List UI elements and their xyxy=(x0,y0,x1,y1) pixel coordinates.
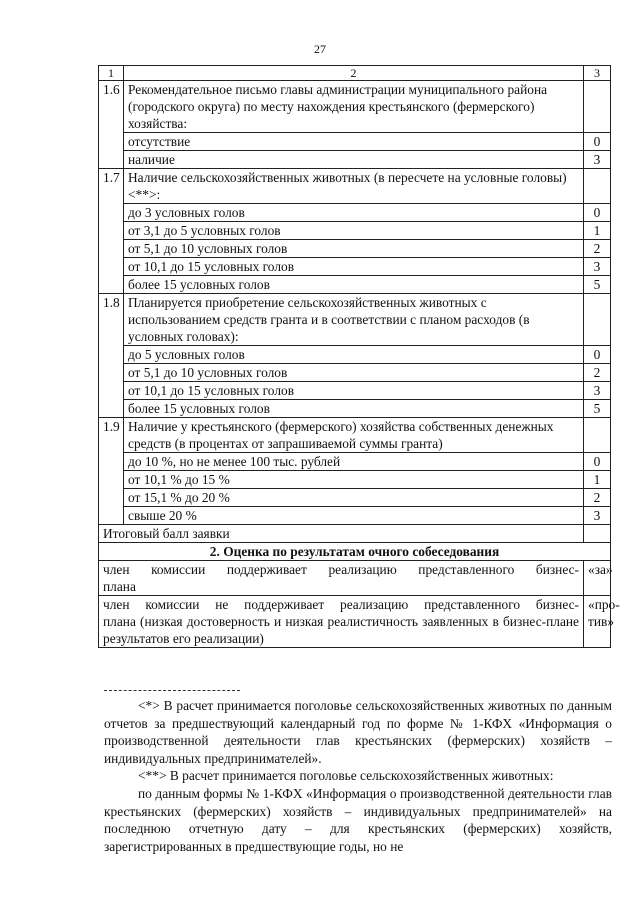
option-score: 1 xyxy=(584,471,611,489)
criterion-number: 1.6 xyxy=(99,81,124,169)
criterion-number: 1.7 xyxy=(99,169,124,294)
option-row xyxy=(99,364,611,382)
option-score: 3 xyxy=(584,382,611,400)
criterion-score-empty xyxy=(584,294,611,346)
option-row xyxy=(99,489,611,507)
option-row xyxy=(99,507,611,525)
option-row xyxy=(99,258,611,276)
footnotes xyxy=(104,697,612,855)
option-row xyxy=(99,346,611,364)
option-row xyxy=(99,471,611,489)
option-label: свыше 20 % xyxy=(124,507,584,525)
criterion-title: Наличие сельскохозяйственных животных (в пересчете на условные головы) <**>: xyxy=(124,169,584,204)
option-score: 3 xyxy=(584,151,611,169)
option-score: 0 xyxy=(584,453,611,471)
assessment-text-line1: член комиссии не поддерживает реализацию представленного бизнес- xyxy=(103,597,579,612)
header-col-3: 3 xyxy=(584,66,611,81)
footnote-1: <*> В расчет принимается поголовье сельскохозяйственных животных по данным отчетов за предшествующий календарный год по форме № 1-КФХ «Информация о производственной деятельности глав крестьянских (фермерских) хозяйств – индивидуальных предпринимателей». xyxy=(104,698,612,766)
option-label: до 3 условных голов xyxy=(124,204,584,222)
criterion-title: Планируется приобретение сельскохозяйственных животных с использованием средств гранта и в соответствии с планом расходов (в условных головах): xyxy=(124,294,584,346)
option-score: 1 xyxy=(584,222,611,240)
criterion-row xyxy=(99,294,611,346)
criterion-number: 1.8 xyxy=(99,294,124,418)
criterion-row xyxy=(99,81,611,133)
option-row xyxy=(99,382,611,400)
header-col-1: 1 xyxy=(99,66,124,81)
criterion-title: Рекомендательное письмо главы администрации муниципального района (городского округа) по месту нахождения крестьянского (фермерского) хозяйства: xyxy=(124,81,584,133)
option-row xyxy=(99,453,611,471)
option-score: 0 xyxy=(584,133,611,151)
option-label: до 5 условных голов xyxy=(124,346,584,364)
criterion-score-empty xyxy=(584,169,611,204)
option-label: от 10,1 до 15 условных голов xyxy=(124,258,584,276)
section-2-header-row xyxy=(99,543,611,561)
option-row xyxy=(99,204,611,222)
option-label: более 15 условных голов xyxy=(124,400,584,418)
page-number: 27 xyxy=(314,42,326,56)
option-score: 0 xyxy=(584,204,611,222)
option-score: 3 xyxy=(584,258,611,276)
assessment-text-line1: член комиссии поддерживает реализацию представленного бизнес- xyxy=(103,562,579,577)
assessment-text xyxy=(99,561,584,596)
option-row xyxy=(99,151,611,169)
option-row xyxy=(99,240,611,258)
option-label: от 5,1 до 10 условных голов xyxy=(124,240,584,258)
assessment-vote: «про- тив» xyxy=(584,596,611,648)
scoring-table xyxy=(98,65,620,648)
option-label: от 15,1 % до 20 % xyxy=(124,489,584,507)
assessment-text-rest: плана (низкая достоверность и низкая реалистичность заявленных в бизнес-плане результатов его реализации) xyxy=(103,614,579,646)
option-label: отсутствие xyxy=(124,133,584,151)
assessment-text-rest: плана xyxy=(103,579,136,594)
option-row xyxy=(99,133,611,151)
option-label: от 10,1 до 15 условных голов xyxy=(124,382,584,400)
assessment-row xyxy=(99,561,611,596)
option-score: 5 xyxy=(584,276,611,294)
option-label: до 10 %, но не менее 100 тыс. рублей xyxy=(124,453,584,471)
header-row xyxy=(99,66,611,81)
assessment-vote: «за» xyxy=(584,561,611,596)
footnote-separator xyxy=(104,690,240,691)
option-label: от 3,1 до 5 условных голов xyxy=(124,222,584,240)
option-label: более 15 условных голов xyxy=(124,276,584,294)
total-row xyxy=(99,525,611,543)
criterion-row xyxy=(99,169,611,204)
total-score-empty xyxy=(584,525,611,543)
option-label: наличие xyxy=(124,151,584,169)
option-score: 0 xyxy=(584,346,611,364)
section-2-title: 2. Оценка по результатам очного собеседования xyxy=(99,543,611,561)
criterion-number: 1.9 xyxy=(99,418,124,525)
assessment-text xyxy=(99,596,584,648)
option-score: 2 xyxy=(584,489,611,507)
criterion-title: Наличие у крестьянского (фермерского) хозяйства собственных денежных средств (в процентах от запрашиваемой суммы гранта) xyxy=(124,418,584,453)
option-label: от 10,1 % до 15 % xyxy=(124,471,584,489)
header-col-2: 2 xyxy=(124,66,584,81)
option-label: от 5,1 до 10 условных голов xyxy=(124,364,584,382)
footnote-2-intro: <**> В расчет принимается поголовье сельскохозяйственных животных: xyxy=(138,768,554,784)
criterion-score-empty xyxy=(584,418,611,453)
option-row xyxy=(99,222,611,240)
option-row xyxy=(99,276,611,294)
total-label: Итоговый балл заявки xyxy=(99,525,584,543)
option-score: 2 xyxy=(584,240,611,258)
criterion-score-empty xyxy=(584,81,611,133)
option-score: 2 xyxy=(584,364,611,382)
assessment-row xyxy=(99,596,611,648)
footnote-2-item: по данным формы № 1-КФХ «Информация о производственной деятельности глав крестьянских (фермерских) хозяйств – индивидуальных предпринимателей» на последнюю отчетную дату – для крестьянских (фермерских) хозяйств, зарегистрированных в предшествующие годы, но не xyxy=(104,785,612,854)
criterion-row xyxy=(99,418,611,453)
option-score: 3 xyxy=(584,507,611,525)
option-score: 5 xyxy=(584,400,611,418)
option-row xyxy=(99,400,611,418)
